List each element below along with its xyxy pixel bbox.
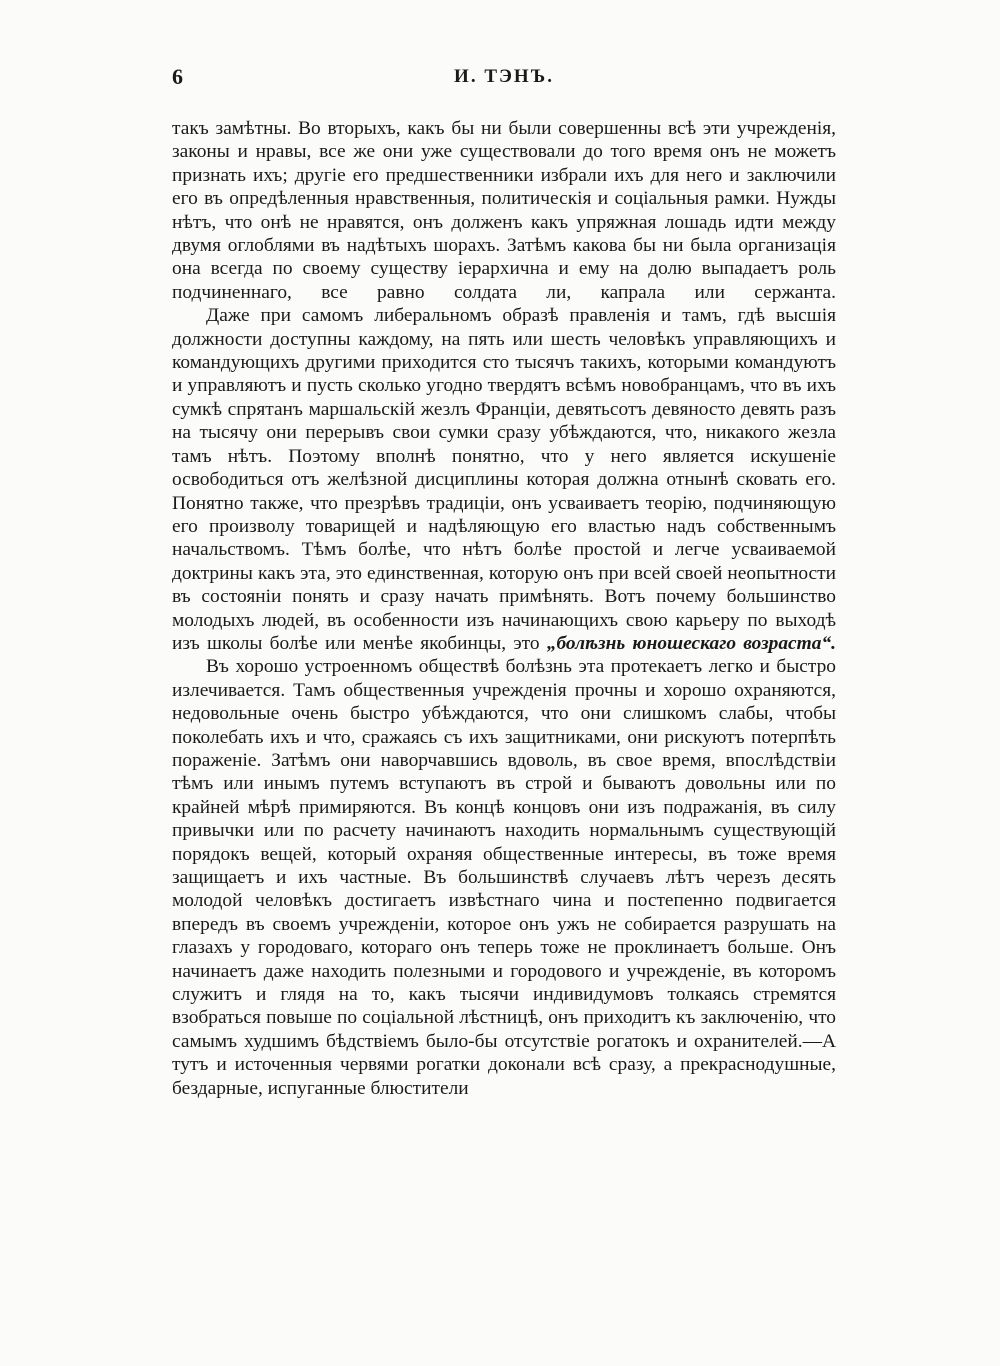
body-text bbox=[172, 117, 836, 1100]
running-head bbox=[172, 64, 836, 94]
running-title: И. ТЭНЪ. bbox=[454, 66, 554, 87]
paragraph-1: такъ замѣтны. Во вторыхъ, какъ бы ни были совершенны всѣ эти учрежденія, законы и нравы, все же они уже существовали до того время онъ не можетъ признать ихъ; другіе его предшественники избрали ихъ для него и заключили его въ опредѣленныя нравственныя, политическія и соціальныя рамки. Нужды нѣтъ, что онѣ не нравятся, онъ долженъ какъ упряжная лошадь идти между двумя оглоблями въ надѣтыхъ шорахъ. Затѣмъ какова бы ни была организація она всегда по своему существу іерархична и ему на долю выпадаетъ роль подчиненнаго, все равно солдата ли, капрала или сержанта. bbox=[172, 118, 836, 303]
paragraph-2 bbox=[172, 304, 836, 655]
paragraph-2-emphasis: „болѣзнь юношескаго возраста“. bbox=[546, 632, 836, 654]
page-number: 6 bbox=[172, 64, 183, 89]
paragraph-3: Въ хорошо устроенномъ обществѣ болѣзнь эта протекаетъ легко и быстро излечивается. Тамъ общественныя учрежденія прочны и хорошо охраняются, недовольные очень быстро убѣждаются, что они слишкомъ слабы, чтобы поколебать ихъ и что, сражаясь съ ихъ защитниками, они рискуютъ потерпѣть пораженіе. Затѣмъ они наворчавшись вдоволь, въ свое время, впослѣдствіи тѣмъ или инымъ путемъ вступаютъ въ строй и бываютъ довольны или по крайней мѣрѣ примиряются. Въ концѣ концовъ они изъ подражанія, въ силу привычки или по расчету начинаютъ находить нормальнымъ существующій порядокъ вещей, который охраняя общественные интересы, въ тоже время защищаетъ и ихъ частные. Въ большинствѣ случаевъ лѣтъ черезъ десять молодой человѣкъ достигаетъ извѣстнаго чина и постепенно подвигается впередъ въ своемъ учрежденіи, которое онъ ужъ не собирается разрушать на глазахъ у городоваго, котораго онъ теперь тоже не проклинаетъ больше. Онъ начинаетъ даже находить полезными и городового и учрежденіе, въ которомъ служитъ и глядя на то, какъ тысячи индивидумовъ толкаясь стремятся взобраться повыше по соціальной лѣстницѣ, онъ приходитъ къ заключенію, что самымъ худшимъ бѣдствіемъ было-бы отсутствіе рогатокъ и охранителей.—А тутъ и источенныя червями рогатки доконали всѣ сразу, а прекраснодушные, бездарные, испуганные блюстители bbox=[172, 656, 836, 1099]
paragraph-2-text: Даже при самомъ либеральномъ образѣ правленія и тамъ, гдѣ высшія должности доступны каждому, на пять или шесть человѣкъ управляющихъ и командующихъ другими приходится сто тысячъ такихъ, которыми командуютъ и управляютъ и пусть сколько угодно твердятъ всѣмъ новобранцамъ, что въ ихъ сумкѣ спрятанъ маршальскій жезлъ Франціи, девятьсотъ девяносто девять разъ на тысячу они перерывъ свои сумки сразу убѣждаются, что, никакого жезла тамъ нѣтъ. Поэтому вполнѣ понятно, что у него является искушеніе освободиться отъ желѣзной дисциплины которая должна отнынѣ сковать его. Понятно также, что презрѣвъ традиціи, онъ усваиваетъ теорію, подчиняющую его произволу товарищей и надѣляющую его властью надъ собственнымъ начальствомъ. Тѣмъ болѣе, что нѣтъ болѣе простой и легче усваиваемой доктрины какъ эта, это единственная, которую онъ при всей своей неопытности въ состояніи понять и сразу начать примѣнять. Вотъ почему большинство молодыхъ людей, въ особенности изъ начинающихъ свою карьеру по выходѣ изъ школы болѣе или менѣе якобинцы, это bbox=[172, 305, 836, 654]
